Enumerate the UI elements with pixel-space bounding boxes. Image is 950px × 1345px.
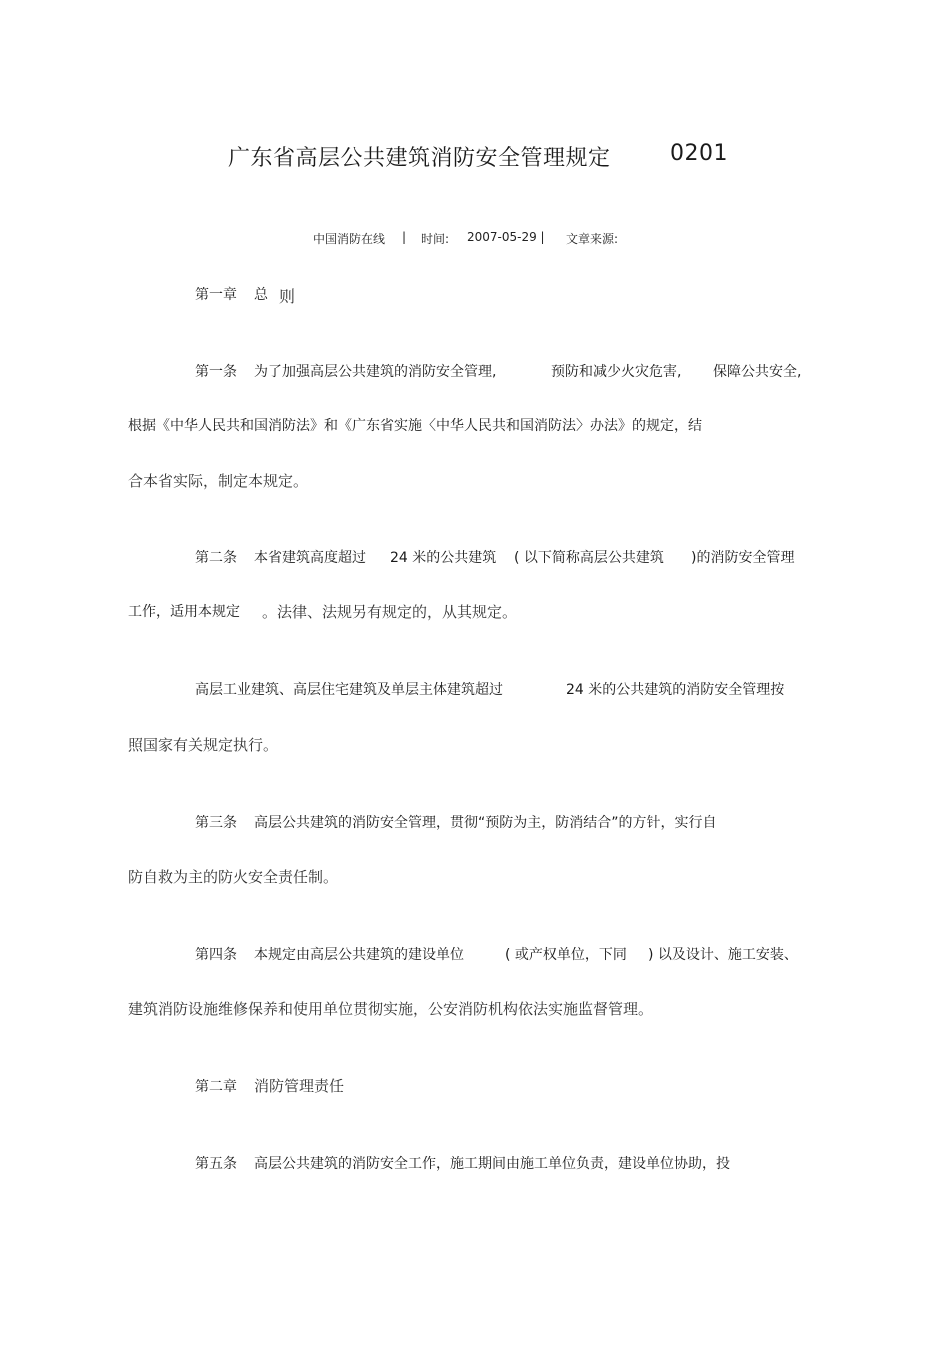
- article-label: 第二条: [195, 550, 237, 566]
- chapter-label: 第一章: [195, 287, 237, 303]
- chapter-name-part: 则: [279, 287, 296, 306]
- time-label: 时间:: [421, 232, 450, 246]
- paragraph-text: 高层工业建筑、高层住宅建筑及单层主体建筑超过: [195, 682, 503, 698]
- meta-separator: |: [402, 230, 407, 244]
- article-text: 合本省实际，制定本规定。: [128, 472, 309, 490]
- article-text: )的消防安全管理: [691, 550, 795, 566]
- article-text: 高层公共建筑的消防安全工作，施工期间由施工单位负责，建设单位协助，投: [254, 1156, 730, 1172]
- article-text: 保障公共安全,: [713, 364, 802, 380]
- article-text: ( 以下简称高层公共建筑: [514, 550, 664, 566]
- article-label: 第五条: [195, 1156, 237, 1172]
- paragraph-text: 照国家有关规定执行。: [128, 736, 279, 754]
- source-site: 中国消防在线: [313, 232, 386, 246]
- article-label: 第三条: [195, 815, 237, 831]
- article-source-label: 文章来源:: [566, 232, 619, 246]
- publish-date: 2007-05-29 |: [467, 230, 545, 244]
- chapter-name-part: 总: [254, 287, 268, 303]
- article-text: 本省建筑高度超过: [254, 550, 366, 566]
- paragraph-text: 24 米的公共建筑的消防安全管理按: [566, 682, 785, 698]
- article-text: 防自救为主的防火安全责任制。: [128, 868, 339, 886]
- document-title-number: 0201: [670, 141, 728, 166]
- document-title: 广东省高层公共建筑消防安全管理规定: [228, 146, 611, 171]
- chapter-label: 第二章: [195, 1079, 237, 1095]
- article-text: 高层公共建筑的消防安全管理，贯彻“预防为主，防消结合”的方针，实行自: [254, 815, 717, 831]
- article-text: 本规定由高层公共建筑的建设单位: [254, 947, 464, 963]
- chapter-name: 消防管理责任: [254, 1077, 345, 1095]
- article-text: 。法律、法规另有规定的，从其规定。: [262, 603, 518, 621]
- article-text: ( 或产权单位，下同: [505, 947, 627, 963]
- article-label: 第一条: [195, 364, 237, 380]
- article-text: 工作，适用本规定: [128, 604, 240, 620]
- article-text: 24 米的公共建筑: [390, 550, 497, 566]
- article-text: 预防和减少火灾危害,: [551, 364, 682, 380]
- article-text: 根据《中华人民共和国消防法》和《广东省实施〈中华人民共和国消防法〉办法》的规定，结: [128, 418, 702, 434]
- article-text: ) 以及设计、施工安装、: [648, 947, 798, 963]
- article-text: 建筑消防设施维修保养和使用单位贯彻实施，公安消防机构依法实施监督管理。: [128, 1000, 654, 1018]
- article-label: 第四条: [195, 947, 237, 963]
- article-text: 为了加强高层公共建筑的消防安全管理,: [254, 364, 497, 380]
